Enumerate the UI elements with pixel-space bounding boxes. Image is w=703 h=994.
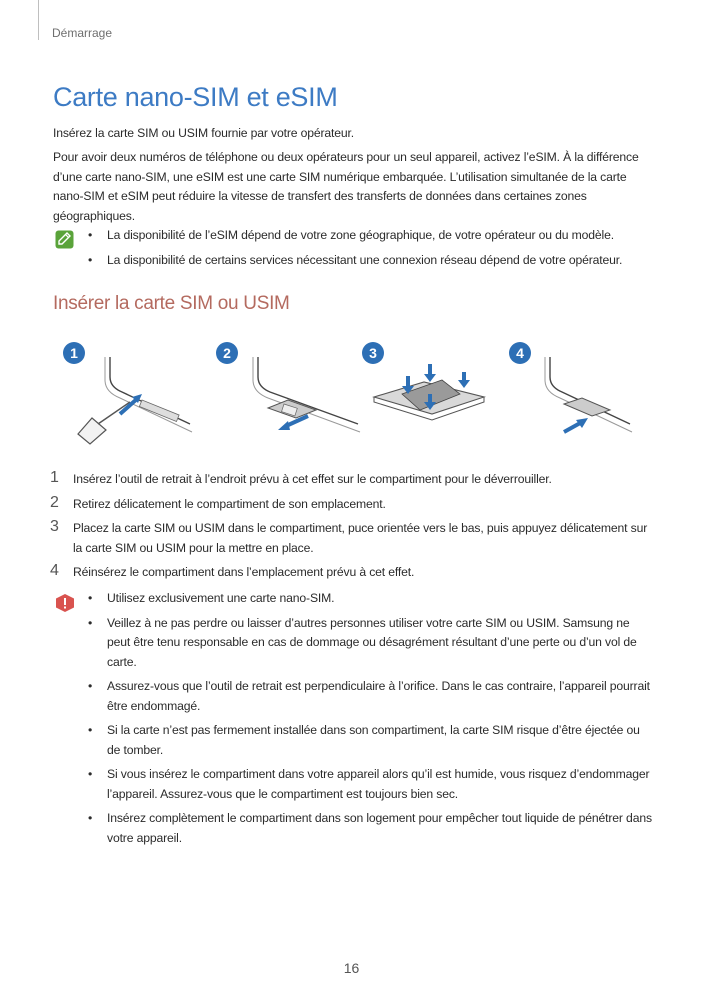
step-badge-3: 3 xyxy=(362,342,384,364)
step-number: 2 xyxy=(50,493,59,511)
intro-paragraph-2: Pour avoir deux numéros de téléphone ou deux opérateurs pour un seul appareil, activez l’eSIM. À la différence d’une carte nano-SIM, une eSIM est une carte SIM numérique embarquée. L’utilisation simultanée de la carte nano-SIM et eSIM peut réduire la vitesse de transfert des transferts de données dans certaines zones géographiques. xyxy=(53,150,639,223)
step-text: Placez la carte SIM ou USIM dans le compartiment, puce orientée vers le bas, puis appuyez délicatement sur la carte SIM ou USIM pour la mettre en place. xyxy=(73,521,648,555)
note-item: • La disponibilité de l’eSIM dépend de votre zone géographique, de votre opérateur ou du modèle. xyxy=(88,226,653,246)
step-item xyxy=(50,563,650,583)
step-item xyxy=(50,470,650,490)
section-header: Démarrage xyxy=(52,26,113,40)
page-number: 16 xyxy=(343,960,360,976)
illustration-step-3 xyxy=(364,352,494,452)
caution-item: • Veillez à ne pas perdre ou laisser d’autres personnes utiliser votre carte SIM ou USIM. Samsung ne peut être tenu responsable en cas de dommage ou désagrément résultant d’une perte ou d’un vol de carte. xyxy=(88,614,653,673)
intro-paragraph-1: Insérez la carte SIM ou USIM fournie par votre opérateur. xyxy=(53,126,355,140)
caution-item: • Si la carte n’est pas fermement installée dans son compartiment, la carte SIM risque d’être éjectée ou de tomber. xyxy=(88,721,653,760)
note-item: • La disponibilité de certains services nécessitant une connexion réseau dépend de votre opérateur. xyxy=(88,251,653,271)
step-text: Insérez l’outil de retrait à l’endroit prévu à cet effet sur le compartiment pour le déverrouiller. xyxy=(73,472,552,486)
step-item xyxy=(50,519,650,558)
step-badge-4: 4 xyxy=(509,342,531,364)
section-subtitle: Insérer la carte SIM ou USIM xyxy=(53,293,290,314)
step-text: Retirez délicatement le compartiment de son emplacement. xyxy=(73,496,386,511)
instruction-steps xyxy=(50,470,650,588)
illustration-step-4 xyxy=(540,352,640,452)
note-list xyxy=(88,226,653,270)
page-title: Carte nano-SIM et eSIM xyxy=(53,82,338,112)
caution-list xyxy=(88,589,653,848)
step-badge-2: 2 xyxy=(216,342,238,364)
step-item xyxy=(50,495,650,515)
caution-item: • Si vous insérez le compartiment dans votre appareil alors qu’il est humide, vous risquez d’endommager l’appareil. Assurez-vous que le compartiment est toujours bien sec. xyxy=(88,765,653,804)
caution-item: • Assurez-vous que l’outil de retrait est perpendiculaire à l’orifice. Dans le cas contraire, l’appareil pourrait être endommagé. xyxy=(88,677,653,716)
caution-icon xyxy=(55,593,75,613)
step-text: Réinsérez le compartiment dans l’emplacement prévu à cet effet. xyxy=(73,565,415,579)
caution-item: • Insérez complètement le compartiment dans son logement pour empêcher tout liquide de pénétrer dans votre appareil. xyxy=(88,809,653,848)
step-number: 4 xyxy=(50,562,59,579)
step-badge-1: 1 xyxy=(63,342,85,364)
caution-item: • Utilisez exclusivement une carte nano-SIM. xyxy=(88,589,653,609)
step-number: 1 xyxy=(50,469,59,486)
illustration-step-2 xyxy=(248,352,368,452)
note-icon xyxy=(55,230,74,249)
step-number: 3 xyxy=(50,518,59,535)
header-divider xyxy=(38,0,39,40)
illustration-step-1 xyxy=(70,352,200,452)
